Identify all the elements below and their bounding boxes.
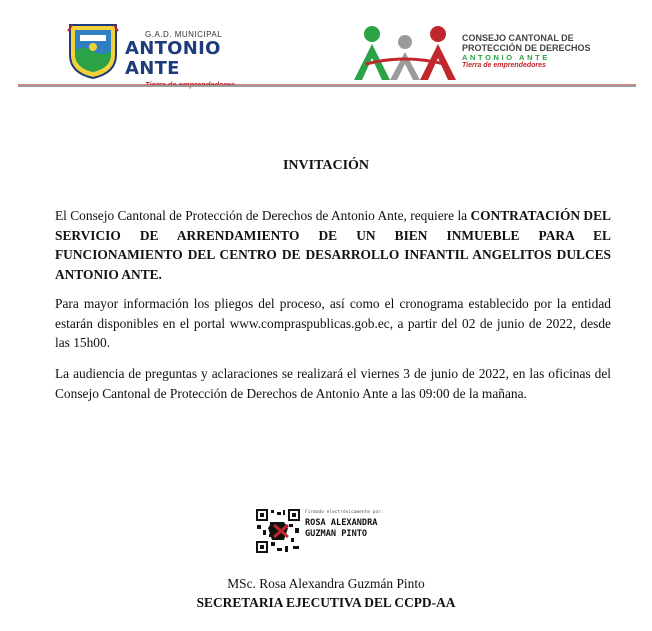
paragraph-requirement-intro: El Consejo Cantonal de Protección de Derechos de Antonio Ante, requiere la [55, 208, 468, 223]
council-logo [352, 24, 458, 82]
municipality-name: ANTONIO ANTE [125, 38, 221, 79]
letterhead [0, 0, 652, 95]
municipality-label: G.A.D. MUNICIPAL [145, 30, 223, 39]
e-sign-label: Firmado electrónicamente por: [305, 510, 384, 515]
council-tagline: Tierra de emprendedores [462, 62, 546, 69]
e-sign-name [305, 518, 377, 540]
paragraph-hearing: La audiencia de preguntas y aclaraciones se realizará el viernes 3 de junio de 2022, en las oficinas del Consejo Cantonal de Protección de Derechos de Antonio Ante a las 09:00 de la mañana. [55, 366, 611, 401]
paragraph-requirement-subject: CONTRATACIÓN DEL SERVICIO DE ARRENDAMIENTO DE UN BIEN INMUEBLE PARA EL FUNCIONAMIENTO DEL CENTRO DE DESARROLLO INFANTIL ANGELITOS DULCES ANTONIO ANTE. [55, 208, 611, 282]
header-divider [18, 85, 636, 87]
signer-title: SECRETARIA EJECUTIVA DEL CCPD-AA [196, 595, 456, 610]
paragraph-information: Para mayor información los pliegos del proceso, así como el cronograma establecido por la entidad estarán disponibles en el portal www.compraspublicas.gob.ec, a partir del 02 de junio de 2022, desde las 15h00. [55, 296, 611, 350]
signer-name: MSc. Rosa Alexandra Guzmán Pinto [227, 576, 425, 591]
document-title: INVITACIÓN [282, 158, 370, 173]
council-name-line3: ANTONIO ANTE [462, 53, 550, 62]
paragraph-requirement [55, 206, 611, 284]
qr-code-icon [255, 508, 301, 554]
e-sign-name-line2: GUZMAN PINTO [305, 529, 368, 539]
municipal-crest-logo [66, 21, 120, 79]
e-sign-name-line1: ROSA ALEXANDRA [305, 518, 378, 528]
council-name-line2: PROTECCIÓN DE DERECHOS [462, 43, 591, 53]
council-name-line1: CONSEJO CANTONAL DE [462, 33, 574, 43]
